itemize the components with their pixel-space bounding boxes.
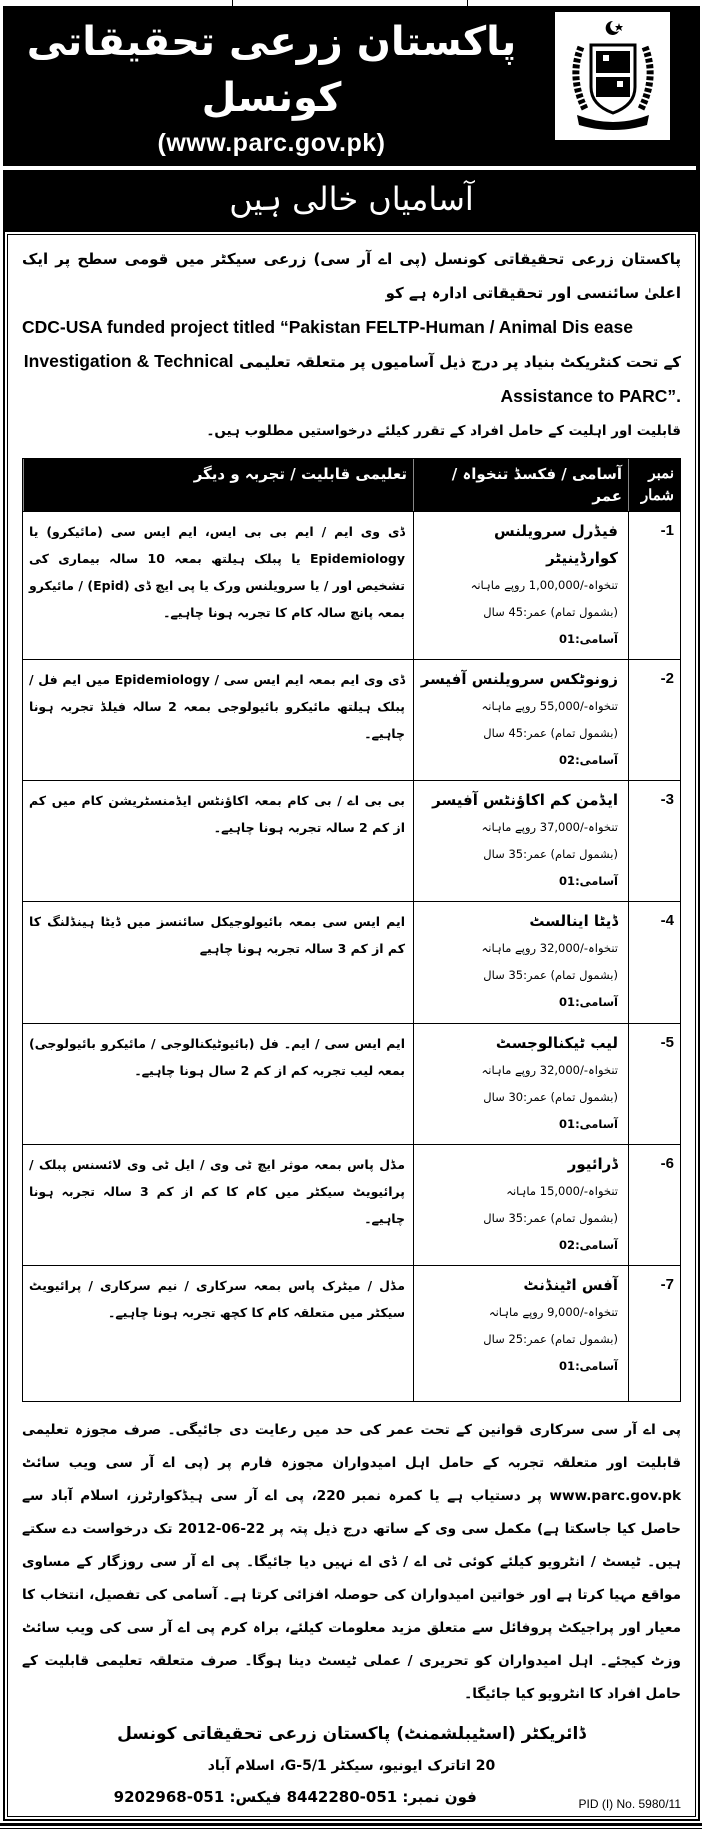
intro-line-4: قابلیت اور اہلیت کے حامل افراد کے تقرر کیلئے درخواستیں مطلوب ہیں۔ (206, 423, 681, 439)
table-row (23, 659, 680, 780)
table-row (23, 511, 680, 659)
post-age-limit: (بشمول تمام) عمر:35 سال (483, 1211, 618, 1225)
vacancies-banner: آسامیاں خالی ہیں (229, 180, 474, 218)
post-age-limit: (بشمول تمام) عمر:30 سال (483, 1090, 618, 1104)
post-details (413, 512, 628, 659)
post-qualification: ایم ایس سی / ایم۔ فل (بائیوٹیکنالوجی / مائیکرو بائیولوجی) بمعہ لیب تجربہ کم از کم 2 سال ہونا چاہیے۔ (29, 1036, 405, 1078)
org-title: پاکستان زرعی تحقیقاتی کونسل (26, 19, 517, 121)
phone-fax: فون نمبر: 051-8442280 فیکس: 051-9202968 (113, 1788, 477, 1806)
post-qualification: بی بی اے / بی کام بمعہ اکاؤنٹس ایڈمنسٹریشن کام میں کم از کم 2 سالہ تجربہ ہونا چاہیے۔ (29, 793, 405, 835)
table-header (23, 459, 680, 511)
advertisement-body (3, 230, 700, 1821)
post-salary: تنخواہ-/55,000 روپے ماہانہ (481, 699, 618, 713)
header-post: آسامی / فکسڈ تنخواہ / عمر (413, 459, 628, 511)
post-details (413, 902, 628, 1023)
post-details (413, 1145, 628, 1265)
serial-number: 7- (628, 1266, 680, 1401)
post-qualification: ایم ایس سی بمعہ بائیولوجیکل سائنسز میں ڈیٹا ہینڈلنگ کا کم از کم 3 سالہ تجربہ ہونا چاہیے (29, 914, 405, 956)
post-details (413, 660, 628, 780)
post-count: آسامی:01 (559, 1117, 618, 1131)
post-title: زونوٹکس سرویلنس آفیسر (420, 670, 618, 688)
emblem-logo (555, 12, 670, 140)
post-title: ڈیٹا اینالسٹ (529, 912, 618, 930)
post-qualification: مڈل / میٹرک پاس بمعہ سرکاری / نیم سرکاری / پرائیویٹ سیکٹر میں متعلقہ کام کا کچھ تجربہ ہونا چاہیے۔ (29, 1278, 405, 1320)
header-serial: نمبر شمار (628, 459, 680, 511)
post-salary: تنخواہ-/37,000 روپے ماہانہ (481, 820, 618, 834)
table-row (23, 1023, 680, 1144)
post-age-limit: (بشمول تمام) عمر:45 سال (483, 726, 618, 740)
table-row (23, 780, 680, 901)
post-age-limit: (بشمول تمام) عمر:35 سال (483, 968, 618, 982)
post-details (413, 781, 628, 901)
intro-line-1: پاکستان زرعی تحقیقاتی کونسل (پی اے آر سی) زرعی سیکٹر میں قومی سطح پر ایک اعلیٰ سائنسی اور تحقیقاتی ادارہ ہے کو (22, 250, 681, 302)
post-qualification: مڈل پاس بمعہ موثر ایچ ٹی وی / ایل ٹی وی لائسنس پبلک / پرائیویٹ سیکٹر میں کام کا کم از کم 3 سالہ تجربہ ہونا چاہیے۔ (29, 1157, 405, 1226)
intro-line-3-urdu: کے تحت کنٹریکٹ بنیاد پر درج ذیل آسامیوں پر متعلقہ تعلیمی (239, 353, 681, 371)
post-count: آسامی:02 (559, 753, 618, 767)
serial-number: 3- (628, 781, 680, 901)
pid-number: PID (I) No. 5980/11 (578, 1797, 681, 1811)
terms-paragraph: پی اے آر سی سرکاری قوانین کے تحت عمر کی حد میں رعایت دی جائیگی۔ صرف مجوزہ تعلیمی قابلیت اور متعلقہ تجربہ کے حامل اہل امیدواران مجوزہ فارم پر (پی اے آر سی ویب سائٹ www.parc.gov.pk پر دستیاب ہے یا کمرہ نمبر 220، پی اے آر سی ہیڈکوارٹرز، اسلام آباد سے حاصل کیا جاسکتا ہے) مکمل سی وی کے ساتھ درج ذیل پتہ پر 22-06-2012 تک درخواست دے سکتے ہیں۔ ٹیسٹ / انٹرویو کیلئے کوئی ٹی اے / ڈی اے نہیں دیا جائیگا۔ پی اے آر سی روزگار کے مساوی مواقع مہیا کرتا ہے اور خواتین امیدواران کی حوصلہ افزائی کرتا ہے۔ آسامی کی تفصیل، انتخاب کا معیار اور پراجیکٹ پروفائل سے متعلق مزید معلومات کیلئے، براہ کرم پی اے آر سی کی ویب سائٹ وزٹ کیجئے۔ اہل امیدواران کو تحریری / عملی ٹیسٹ دینا ہوگا۔ صرف متعلقہ تعلیمی قابلیت کے حامل افراد کا انٹرویو کیا جائیگا۔ (22, 1422, 682, 1702)
emblem-icon (563, 17, 663, 135)
post-salary: تنخواہ-/32,000 روپے ماہانہ (481, 1063, 618, 1077)
post-count: آسامی:01 (559, 874, 618, 888)
post-title: لیب ٹیکنالوجسٹ (495, 1034, 618, 1052)
header (3, 6, 700, 230)
post-title: آفس اٹینڈنٹ (523, 1276, 618, 1294)
post-title: فیڈرل سرویلنس کوارڈینیٹر (494, 522, 618, 567)
post-count: آسامی:01 (559, 995, 618, 1009)
serial-number: 6- (628, 1145, 680, 1265)
table-row (23, 1144, 680, 1265)
website-url: (www.parc.gov.pk) (157, 129, 386, 157)
post-details (413, 1266, 628, 1401)
post-count: آسامی:01 (559, 632, 618, 646)
post-title: ڈرائیور (567, 1155, 618, 1173)
post-age-limit: (بشمول تمام) عمر:45 سال (483, 605, 618, 619)
table-row (23, 1265, 680, 1401)
table-row (23, 901, 680, 1023)
post-salary: تنخواہ-/15,000 ماہانہ (506, 1184, 618, 1198)
serial-number: 1- (628, 512, 680, 659)
table-body (23, 511, 680, 1401)
title-area (3, 14, 540, 160)
serial-number: 2- (628, 660, 680, 780)
serial-number: 4- (628, 902, 680, 1023)
contact-row (22, 1783, 681, 1811)
divider (0, 1823, 702, 1826)
post-count: آسامی:01 (559, 1359, 618, 1373)
signatory: ڈائریکٹر (اسٹیبلشمنٹ) پاکستان زرعی تحقیقاتی کونسل (117, 1724, 586, 1744)
intro-line-2: CDC-USA funded project titled “Pakistan FELTP-Human / Animal Dis ease (22, 317, 633, 337)
post-age-limit: (بشمول تمام) عمر:35 سال (483, 847, 618, 861)
post-age-limit: (بشمول تمام) عمر:25 سال (483, 1332, 618, 1346)
post-salary: تنخواہ-/9,000 روپے ماہانہ (488, 1305, 618, 1319)
post-details (413, 1024, 628, 1144)
post-salary: تنخواہ-/1,00,000 روپے ماہانہ (470, 578, 618, 592)
vacancies-table (22, 458, 681, 1402)
post-qualification: ڈی وی ایم بمعہ ایم ایس سی / Epidemiology میں ایم فل / پبلک ہیلتھ مائیکرو بائیولوجی بمعہ 2 سالہ فیلڈ تجربہ ہونا چاہیے۔ (29, 672, 406, 741)
header-qualification: تعلیمی قابلیت / تجربہ و دیگر (23, 459, 413, 511)
address: 20 اتاترک ایونیو، سیکٹر G-5/1، اسلام آباد (207, 1758, 496, 1774)
post-salary: تنخواہ-/32,000 روپے ماہانہ (481, 941, 618, 955)
intro-line-3 (22, 344, 681, 414)
serial-number: 5- (628, 1024, 680, 1144)
post-qualification: ڈی وی ایم / ایم بی بی ایس، ایم ایس سی (مائیکرو) یا Epidemiology یا پبلک ہیلتھ بمعہ 10 سالہ بیماری کی تشخیص اور / یا سرویلنس ورک یا پی ایچ ڈی (Epid) / مائیکرو بمعہ پانچ سالہ کام کا تجربہ ہونا چاہیے۔ (29, 524, 406, 620)
intro-line-3-english: Investigation & Technical Assistance to PARC”. (23, 351, 681, 406)
post-count: آسامی:02 (559, 1238, 618, 1252)
post-title: ایڈمن کم اکاؤنٹس آفیسر (432, 791, 618, 809)
